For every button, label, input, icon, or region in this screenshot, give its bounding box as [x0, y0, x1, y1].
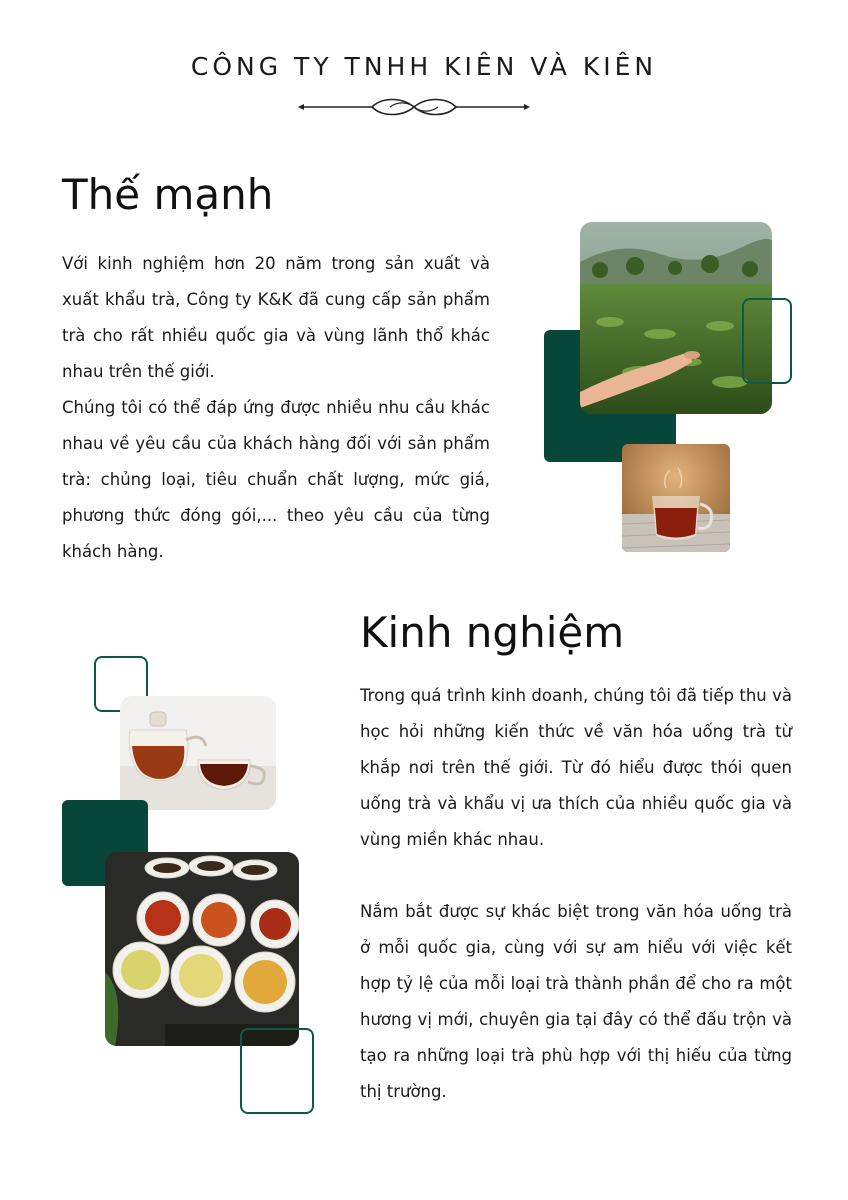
experience-title: Kinh nghiệm [360, 608, 625, 657]
company-name: CÔNG TY TNHH KIÊN VÀ KIÊN [190, 52, 658, 81]
strengths-paragraph-2: Chúng tôi có thể đáp ứng được nhiều nhu cầu khác nhau về yêu cầu của khách hàng đối với sản phẩm trà: chủng loại, tiêu chuẩn chất lượng, mức giá, phương thức đóng gói,... theo yêu cầu của từng khách hàng. [62, 398, 490, 561]
decor-outline-square [742, 298, 792, 384]
tea-cup-image [622, 444, 730, 552]
tea-tasting-cups-image [105, 852, 299, 1046]
divider-ornament [298, 94, 530, 120]
strengths-title: Thế mạnh [62, 170, 274, 219]
experience-body [360, 678, 792, 1110]
strengths-body [62, 246, 490, 570]
strengths-paragraph-1: Với kinh nghiệm hơn 20 năm trong sản xuất và xuất khẩu trà, Công ty K&K đã cung cấp sản phẩm trà cho rất nhiều quốc gia và vùng lãnh thổ khác nhau trên thế giới. [62, 254, 490, 381]
experience-paragraph-1: Trong quá trình kinh doanh, chúng tôi đã tiếp thu và học hỏi những kiến thức về văn hóa uống trà từ khắp nơi trên thế giới. Từ đó hiểu được thói quen uống trà và khẩu vị ưa thích của nhiều quốc gia và vùng miền khác nhau. [360, 686, 792, 849]
experience-paragraph-2: Nắm bắt được sự khác biệt trong văn hóa uống trà ở mỗi quốc gia, cùng với sự am hiểu với việc kết hợp tỷ lệ của mỗi loại trà thành phần để cho ra một hương vị mới, chuyên gia tại đây có thể đấu trộn và tạo ra những loại trà phù hợp với thị hiếu của từng thị trường. [360, 902, 792, 1101]
decor-outline-square [240, 1028, 314, 1114]
teapot-image [120, 696, 276, 810]
